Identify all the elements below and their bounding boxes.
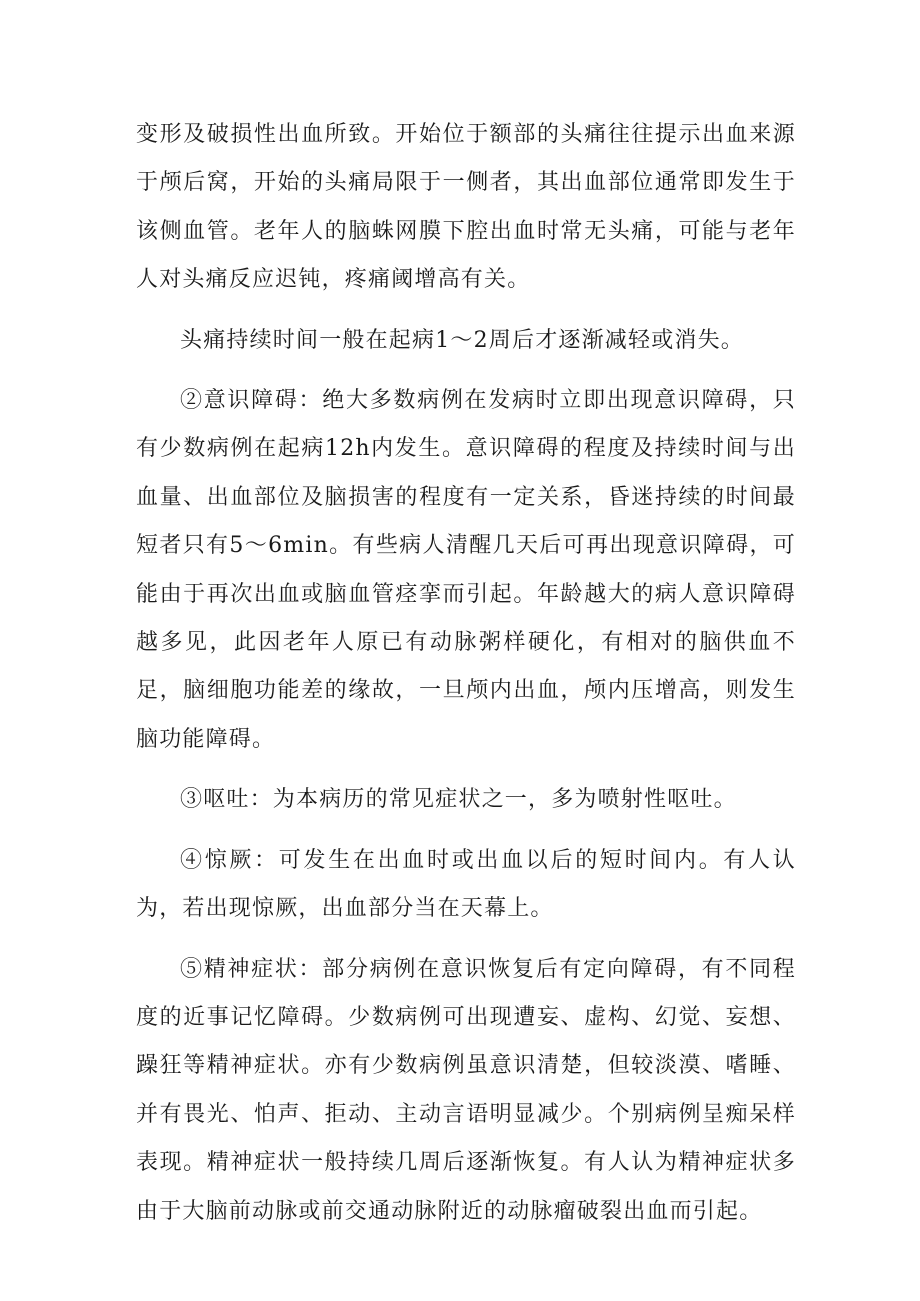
document-body [136, 111, 796, 1248]
paragraph-headache-source: 变形及破损性出血所致。开始位于额部的头痛往往提示出血来源于颅后窝，开始的头痛局限于一侧者，其出血部位通常即发生于该侧血管。老年人的脑蛛网膜下腔出血时常无头痛，可能与老年人对头痛反应迟钝，疼痛阈增高有关。 [136, 122, 796, 293]
paragraph-consciousness-disorder: ②意识障碍：绝大多数病例在发病时立即出现意识障碍，只有少数病例在起病12h内发生。意识障碍的程度及持续时间与出血量、出血部位及脑损害的程度有一定关系，昏迷持续的时间最短者只有5～6min。有些病人清醒几天后可再出现意识障碍，可能由于再次出血或脑血管痉挛而引起。年龄越大的病人意识障碍越多见，此因老年人原已有动脉粥样硬化，有相对的脑供血不足，脑细胞功能差的缘故，一旦颅内出血，颅内压增高，则发生脑功能障碍。 [136, 388, 796, 752]
paragraph-mental-symptoms: ⑤精神症状：部分病例在意识恢复后有定向障碍，有不同程度的近事记忆障碍。少数病例可出现遭妄、虚构、幻觉、妄想、躁狂等精神症状。亦有少数病例虽意识清楚，但较淡漠、嗜睡、并有畏光、怕声、拒动、主动言语明显减少。个别病例呈痴呆样表现。精神症状一般持续几周后逐渐恢复。有人认为精神症状多由于大脑前动脉或前交通动脉附近的动脉瘤破裂出血而引起。 [136, 956, 796, 1224]
paragraph-vomiting: ③呕吐：为本病历的常见症状之一，多为喷射性呕吐。 [180, 787, 737, 813]
paragraph-convulsion: ④惊厥：可发生在出血时或出血以后的短时间内。有人认为，若出现惊厥，出血部分当在天幕上。 [136, 847, 796, 922]
paragraph-headache-duration: 头痛持续时间一般在起病1～2周后才逐渐减轻或消失。 [180, 327, 744, 353]
